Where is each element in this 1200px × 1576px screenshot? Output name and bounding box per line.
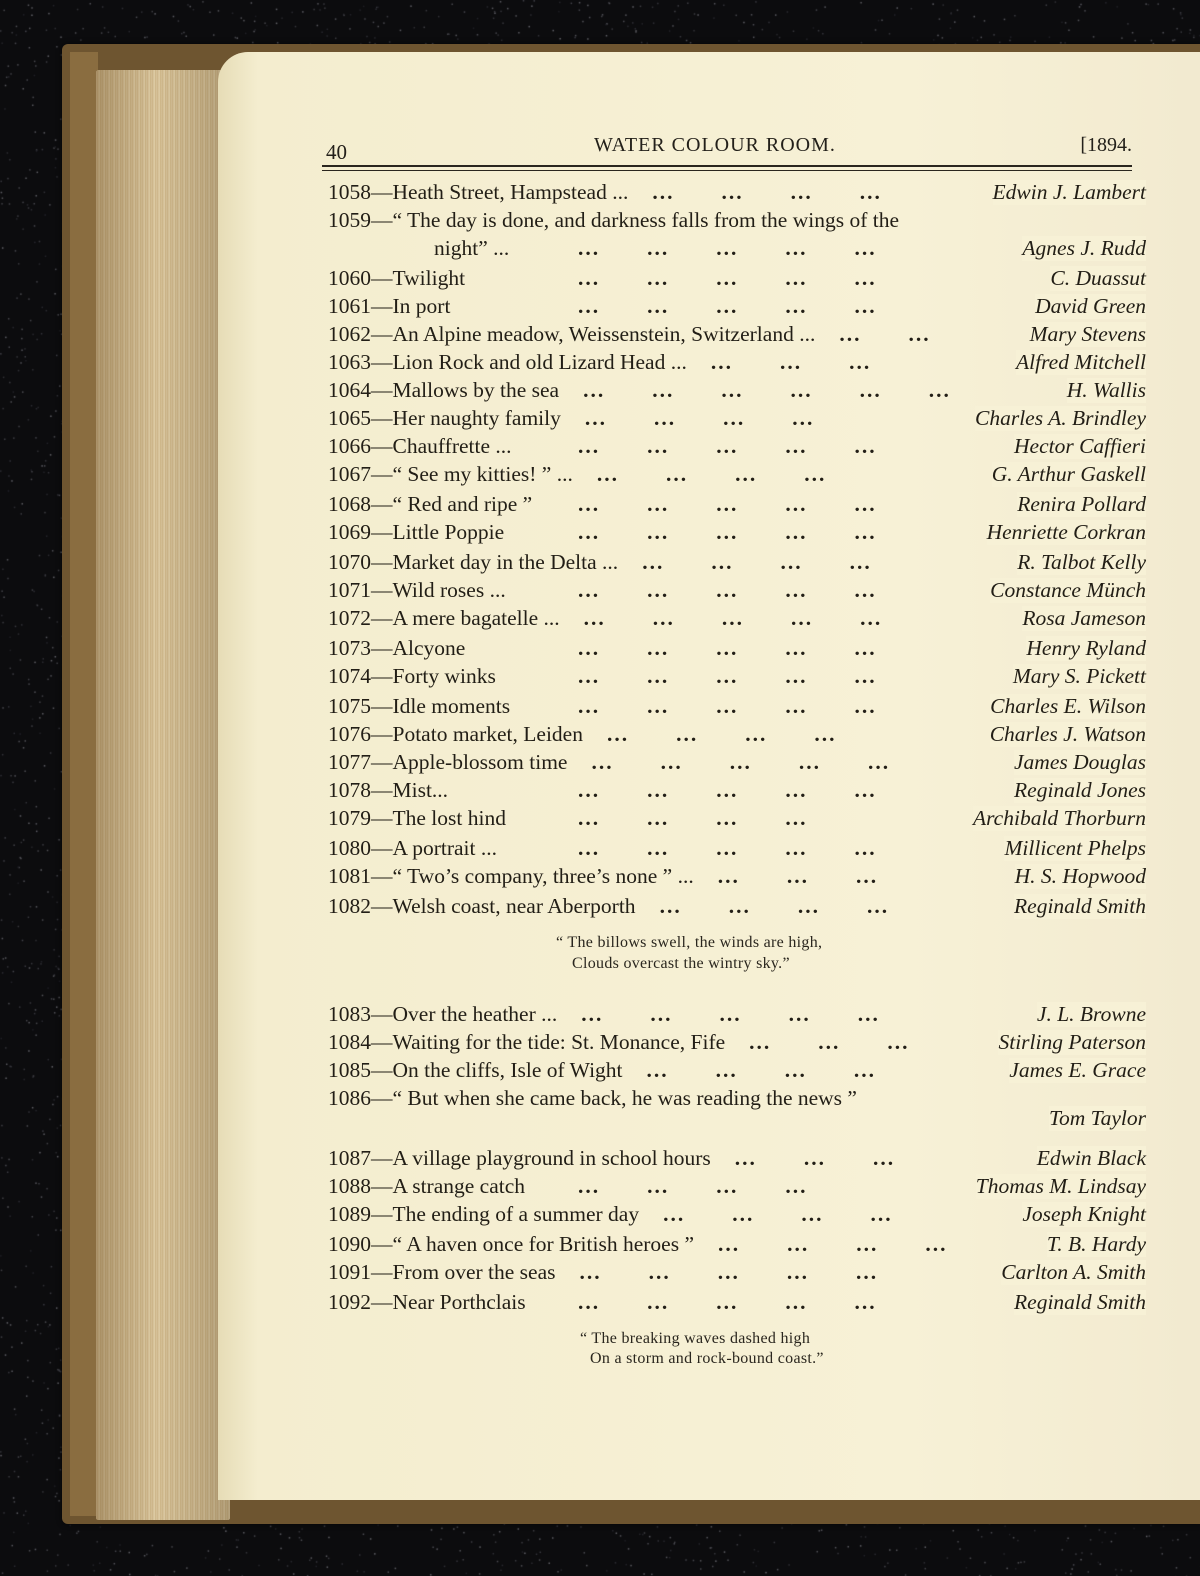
entry-text bbox=[328, 1146, 711, 1170]
entry-dash: — bbox=[371, 722, 393, 746]
dot-leaders: ... ... ... ... bbox=[652, 180, 882, 204]
entry-artist: Rosa Jameson bbox=[1022, 606, 1146, 630]
entry-text bbox=[328, 636, 465, 660]
entry-number: 1072 bbox=[328, 606, 371, 630]
entry-dash: — bbox=[371, 1086, 393, 1110]
entry-artist: Archibald Thorburn bbox=[972, 806, 1146, 830]
catalogue-entry bbox=[328, 894, 1146, 922]
catalogue-entry bbox=[328, 406, 1146, 434]
entry-text bbox=[328, 864, 694, 888]
entry-dash: — bbox=[371, 836, 393, 860]
entry-text bbox=[328, 322, 815, 346]
entry-title: Twilight bbox=[392, 266, 466, 290]
entry-dash: — bbox=[371, 864, 393, 888]
catalogue-entry bbox=[328, 1058, 1146, 1086]
dot-leaders: ... ... ... bbox=[717, 864, 879, 888]
catalogue-entry bbox=[328, 1030, 1146, 1058]
dot-leaders: ... ... ... ... ... bbox=[578, 434, 877, 458]
entry-artist: Henry Ryland bbox=[1026, 636, 1146, 660]
entry-number: 1082 bbox=[328, 894, 371, 918]
page-year: [1894. bbox=[1080, 134, 1132, 156]
entry-title: “ A haven once for British heroes ” bbox=[392, 1232, 695, 1256]
dot-leaders: ... ... ... ... ... bbox=[578, 492, 877, 516]
dot-leaders: ... ... bbox=[839, 322, 931, 346]
entry-text bbox=[328, 180, 628, 204]
entry-dash: — bbox=[371, 406, 393, 430]
entry-dash: — bbox=[371, 636, 393, 660]
dot-leaders: ... ... ... ... bbox=[584, 406, 815, 430]
catalogue-entry bbox=[328, 1202, 1146, 1230]
dot-leaders: ... ... ... ... ... bbox=[578, 266, 877, 290]
dot-leaders: ... ... ... ... bbox=[578, 806, 808, 830]
entry-number: 1086 bbox=[328, 1086, 371, 1110]
entry-title: Wild roses ... bbox=[392, 578, 506, 602]
entry-title: Heath Street, Hampstead ... bbox=[392, 180, 629, 204]
entry-artist: G. Arthur Gaskell bbox=[991, 462, 1146, 486]
entry-artist: Millicent Phelps bbox=[1004, 836, 1146, 860]
catalogue-entry bbox=[328, 350, 1146, 378]
entry-number: 1063 bbox=[328, 350, 371, 374]
entry-title: Mist... bbox=[392, 778, 449, 802]
entry-dash: — bbox=[371, 492, 393, 516]
entry-text bbox=[328, 550, 618, 574]
entry-dash: — bbox=[371, 578, 393, 602]
entry-artist: Reginald Smith bbox=[1014, 1290, 1146, 1314]
entry-artist: T. B. Hardy bbox=[1046, 1232, 1146, 1256]
entry-number: 1087 bbox=[328, 1146, 371, 1170]
catalogue-entry bbox=[328, 778, 1146, 806]
catalogue-entry bbox=[328, 1290, 1146, 1318]
entry-dash: — bbox=[371, 520, 393, 544]
catalogue-entry bbox=[328, 636, 1146, 664]
catalogue-entry bbox=[328, 578, 1146, 606]
entry-dash: — bbox=[371, 806, 393, 830]
entry-artist: James Douglas bbox=[1014, 750, 1146, 774]
entry-text bbox=[328, 1058, 623, 1082]
dot-leaders: ... ... ... ... ... bbox=[578, 294, 877, 318]
entry-title: An Alpine meadow, Weissenstein, Switzerland ... bbox=[392, 322, 816, 346]
catalogue-entry bbox=[328, 864, 1146, 892]
entry-artist: Reginald Jones bbox=[1014, 778, 1146, 802]
entry-artist: H. S. Hopwood bbox=[1014, 864, 1146, 888]
entry-artist: J. L. Browne bbox=[1036, 1002, 1146, 1026]
dot-leaders: ... ... ... ... ... ... bbox=[583, 378, 951, 402]
entry-title: Apple-blossom time bbox=[392, 750, 568, 774]
entry-number: 1062 bbox=[328, 322, 371, 346]
catalogue-entry bbox=[328, 492, 1146, 520]
dot-leaders: ... ... ... ... bbox=[663, 1202, 893, 1226]
catalogue-entry bbox=[328, 1002, 1146, 1030]
entry-dash: — bbox=[371, 550, 393, 574]
entry-artist: C. Duassut bbox=[1050, 266, 1146, 290]
catalogue-entry bbox=[328, 1106, 1146, 1134]
entry-dash: — bbox=[371, 266, 393, 290]
dot-leaders: ... ... ... ... bbox=[578, 1174, 808, 1198]
entry-title: Welsh coast, near Aberporth bbox=[392, 894, 636, 918]
entry-number: 1075 bbox=[328, 694, 371, 718]
entry-dash: — bbox=[371, 694, 393, 718]
catalogue-entry bbox=[328, 722, 1146, 750]
catalogue-entry bbox=[328, 606, 1146, 634]
entry-artist: Alfred Mitchell bbox=[1016, 350, 1146, 374]
entry-artist: Mary S. Pickett bbox=[1012, 664, 1146, 688]
dot-leaders: ... ... ... ... bbox=[606, 722, 837, 746]
entry-text bbox=[328, 406, 561, 430]
entry-number: 1069 bbox=[328, 520, 371, 544]
dot-leaders: ... ... ... bbox=[710, 350, 872, 374]
entry-dash: — bbox=[371, 1030, 393, 1054]
entry-number: 1064 bbox=[328, 378, 371, 402]
entry-artist: Carlton A. Smith bbox=[1001, 1260, 1146, 1284]
entry-artist: Stirling Paterson bbox=[998, 1030, 1146, 1054]
dot-leaders: ... ... ... ... ... bbox=[578, 520, 877, 544]
dot-leaders: ... ... ... ... ... bbox=[578, 236, 877, 260]
entry-title: Near Porthclais bbox=[392, 1290, 526, 1314]
quote-1-line-1: “ The billows swell, the winds are high, bbox=[556, 934, 823, 951]
entry-text bbox=[328, 1174, 525, 1198]
entry-number: 1076 bbox=[328, 722, 371, 746]
entry-text bbox=[328, 664, 496, 688]
entry-number: 1081 bbox=[328, 864, 371, 888]
entry-number: 1068 bbox=[328, 492, 371, 516]
entry-artist: Edwin J. Lambert bbox=[992, 180, 1146, 204]
page-edges bbox=[96, 70, 230, 1520]
entry-text bbox=[328, 462, 573, 486]
entry-title: A strange catch bbox=[392, 1174, 526, 1198]
entry-text bbox=[328, 208, 899, 232]
entry-title: From over the seas bbox=[392, 1260, 556, 1284]
entry-number: 1079 bbox=[328, 806, 371, 830]
entry-title: A portrait ... bbox=[392, 836, 497, 860]
catalogue-entry bbox=[328, 520, 1146, 548]
entry-dash: — bbox=[371, 894, 393, 918]
entry-title: “ Two’s company, three’s none ” ... bbox=[392, 864, 694, 888]
book-cover-edge bbox=[70, 52, 98, 1516]
entry-number: 1058 bbox=[328, 180, 371, 204]
entry-dash: — bbox=[371, 750, 393, 774]
quote-1-line-2: Clouds overcast the wintry sky.” bbox=[572, 955, 790, 972]
entry-number: 1074 bbox=[328, 664, 371, 688]
catalogue-entry bbox=[328, 322, 1146, 350]
entry-number: 1067 bbox=[328, 462, 371, 486]
entry-dash: — bbox=[371, 208, 393, 232]
entry-title: Little Poppie bbox=[392, 520, 505, 544]
entry-text bbox=[328, 894, 636, 918]
entry-text bbox=[328, 236, 509, 260]
dot-leaders: ... ... ... ... bbox=[596, 462, 827, 486]
entry-title: Market day in the Delta ... bbox=[392, 550, 619, 574]
entry-dash: — bbox=[371, 1232, 393, 1256]
entry-artist: Charles E. Wilson bbox=[990, 694, 1146, 718]
entry-artist: Renira Pollard bbox=[1017, 492, 1146, 516]
entry-title: A mere bagatelle ... bbox=[392, 606, 560, 630]
entry-dash: — bbox=[371, 350, 393, 374]
entry-title: “ But when she came back, he was reading the news ” bbox=[392, 1086, 857, 1110]
page-title: WATER COLOUR ROOM. bbox=[594, 134, 836, 156]
entry-dash: — bbox=[371, 378, 393, 402]
entry-number: 1066 bbox=[328, 434, 371, 458]
dot-leaders: ... ... ... ... bbox=[718, 1232, 948, 1256]
entry-text bbox=[328, 1202, 639, 1226]
catalogue-entry bbox=[328, 550, 1146, 578]
entry-text bbox=[328, 266, 465, 290]
entry-title: The lost hind bbox=[392, 806, 506, 830]
entry-text bbox=[328, 1232, 694, 1256]
entry-text bbox=[328, 836, 497, 860]
entry-dash: — bbox=[371, 778, 393, 802]
catalogue-entry bbox=[328, 750, 1146, 778]
entry-text bbox=[328, 1002, 557, 1026]
dot-leaders: ... ... ... ... ... bbox=[578, 694, 877, 718]
entry-number: 1084 bbox=[328, 1030, 371, 1054]
entry-artist: Agnes J. Rudd bbox=[1022, 236, 1146, 260]
entry-number: 1088 bbox=[328, 1174, 371, 1198]
entry-text bbox=[328, 1260, 556, 1284]
entry-number: 1092 bbox=[328, 1290, 371, 1314]
catalogue-entry bbox=[328, 836, 1146, 864]
entry-number: 1061 bbox=[328, 294, 371, 318]
entry-title: Waiting for the tide: St. Monance, Fife bbox=[392, 1030, 726, 1054]
catalogue-entry bbox=[328, 266, 1146, 294]
entry-artist: Constance Münch bbox=[990, 578, 1146, 602]
entry-artist: Charles A. Brindley bbox=[975, 406, 1146, 430]
entry-dash: — bbox=[371, 1290, 393, 1314]
quote-2-line-2: On a storm and rock-bound coast.” bbox=[590, 1350, 824, 1367]
catalogue-entry bbox=[328, 1260, 1146, 1288]
entry-title: The ending of a summer day bbox=[392, 1202, 640, 1226]
entry-title: In port bbox=[392, 294, 451, 318]
catalogue-entry bbox=[328, 378, 1146, 406]
entry-number: 1071 bbox=[328, 578, 371, 602]
catalogue-entry bbox=[328, 180, 1146, 208]
entry-title: Her naughty family bbox=[392, 406, 561, 430]
dot-leaders: ... ... ... ... ... bbox=[578, 578, 877, 602]
entry-number: 1080 bbox=[328, 836, 371, 860]
entry-title: Idle moments bbox=[392, 694, 511, 718]
entry-dash: — bbox=[371, 1174, 393, 1198]
dot-leaders: ... ... ... ... ... bbox=[578, 664, 877, 688]
entry-text bbox=[328, 350, 687, 374]
entry-title: “ The day is done, and darkness falls from the wings of the bbox=[392, 208, 900, 232]
entry-number: 1090 bbox=[328, 1232, 371, 1256]
entry-text bbox=[328, 434, 512, 458]
catalogue-entry bbox=[328, 208, 1146, 236]
entry-text bbox=[328, 1290, 526, 1314]
entry-number: 1060 bbox=[328, 266, 371, 290]
dot-leaders: ... ... ... bbox=[734, 1146, 896, 1170]
entry-dash: — bbox=[371, 462, 393, 486]
dot-leaders: ... ... ... ... bbox=[642, 550, 872, 574]
entry-text bbox=[328, 1030, 725, 1054]
catalogue-entry bbox=[328, 806, 1146, 834]
dot-leaders: ... ... ... ... ... bbox=[578, 1290, 877, 1314]
dot-leaders: ... ... ... ... ... bbox=[581, 1002, 880, 1026]
entry-artist: Thomas M. Lindsay bbox=[975, 1174, 1146, 1198]
entry-title: Lion Rock and old Lizard Head ... bbox=[392, 350, 687, 374]
running-head bbox=[322, 134, 1134, 174]
catalogue-entry bbox=[328, 1174, 1146, 1202]
entry-dash: — bbox=[371, 322, 393, 346]
entry-number: 1085 bbox=[328, 1058, 371, 1082]
entry-artist: Hector Caffieri bbox=[1014, 434, 1146, 458]
entry-title: Chauffrette ... bbox=[392, 434, 512, 458]
catalogue-entry bbox=[328, 1232, 1146, 1260]
entry-text bbox=[328, 778, 448, 802]
catalogue-entry bbox=[328, 294, 1146, 322]
entry-dash: — bbox=[371, 1202, 393, 1226]
entry-title: “ See my kitties! ” ... bbox=[392, 462, 573, 486]
entry-artist: H. Wallis bbox=[1066, 378, 1146, 402]
entry-artist: R. Talbot Kelly bbox=[1017, 550, 1146, 574]
entry-dash: — bbox=[371, 1002, 393, 1026]
entry-number: 1073 bbox=[328, 636, 371, 660]
entry-number: 1083 bbox=[328, 1002, 371, 1026]
dot-leaders: ... ... ... ... ... bbox=[578, 778, 877, 802]
dot-leaders: ... ... ... ... ... bbox=[578, 836, 877, 860]
entry-number: 1070 bbox=[328, 550, 371, 574]
entry-number: 1078 bbox=[328, 778, 371, 802]
entry-dash: — bbox=[371, 606, 393, 630]
entry-title: Alcyone bbox=[392, 636, 466, 660]
quote-2-line-1: “ The breaking waves dashed high bbox=[580, 1330, 811, 1347]
catalogue-entry bbox=[328, 434, 1146, 462]
entry-artist: Tom Taylor bbox=[1048, 1106, 1146, 1130]
entry-dash: — bbox=[371, 1146, 393, 1170]
catalogue-entry bbox=[328, 1146, 1146, 1174]
entry-text bbox=[328, 606, 560, 630]
entry-number: 1089 bbox=[328, 1202, 371, 1226]
entry-text bbox=[328, 694, 510, 718]
entry-number: 1065 bbox=[328, 406, 371, 430]
dot-leaders: ... ... ... ... ... bbox=[578, 636, 877, 660]
dot-leaders: ... ... ... ... bbox=[646, 1058, 877, 1082]
entry-text bbox=[328, 492, 532, 516]
catalogue-entry bbox=[328, 236, 1146, 264]
entry-title: Mallows by the sea bbox=[392, 378, 560, 402]
entry-text bbox=[328, 722, 583, 746]
entry-number: 1091 bbox=[328, 1260, 371, 1284]
entry-dash: — bbox=[371, 664, 393, 688]
dot-leaders: ... ... ... ... bbox=[659, 894, 890, 918]
dot-leaders: ... ... ... bbox=[749, 1030, 910, 1054]
catalogue-entry bbox=[328, 462, 1146, 490]
entry-title: “ Red and ripe ” bbox=[392, 492, 533, 516]
entry-artist: David Green bbox=[1035, 294, 1146, 318]
entry-dash: — bbox=[371, 1260, 393, 1284]
catalogue-entry bbox=[328, 694, 1146, 722]
entry-artist: Charles J. Watson bbox=[989, 722, 1146, 746]
entry-title: A village playground in school hours bbox=[392, 1146, 711, 1170]
entry-title: Potato market, Leiden bbox=[392, 722, 583, 746]
header-rule-thick bbox=[322, 165, 1132, 167]
catalogue-entry bbox=[328, 664, 1146, 692]
dot-leaders: ... ... ... ... ... bbox=[591, 750, 891, 774]
dot-leaders: ... ... ... ... ... bbox=[579, 1260, 879, 1284]
entry-number: 1077 bbox=[328, 750, 371, 774]
entry-title: Over the heather ... bbox=[392, 1002, 558, 1026]
entry-dash: — bbox=[371, 1058, 393, 1082]
entry-artist: Joseph Knight bbox=[1022, 1202, 1146, 1226]
entry-title: night” ... bbox=[434, 236, 510, 260]
entry-text bbox=[328, 520, 504, 544]
entry-text bbox=[328, 578, 506, 602]
entry-artist: Henriette Corkran bbox=[986, 520, 1146, 544]
entry-artist: Reginald Smith bbox=[1014, 894, 1146, 918]
entry-artist: Edwin Black bbox=[1036, 1146, 1146, 1170]
page-number: 40 bbox=[326, 140, 347, 164]
entry-text bbox=[328, 294, 450, 318]
dot-leaders: ... ... ... ... ... bbox=[583, 606, 883, 630]
entry-title: On the cliffs, Isle of Wight bbox=[392, 1058, 623, 1082]
entry-dash: — bbox=[371, 434, 393, 458]
entry-artist: Mary Stevens bbox=[1029, 322, 1146, 346]
entry-dash: — bbox=[371, 294, 393, 318]
entry-text bbox=[328, 378, 559, 402]
header-rule-thin bbox=[322, 170, 1132, 171]
entry-dash: — bbox=[371, 180, 393, 204]
entry-text bbox=[328, 806, 506, 830]
entry-text bbox=[328, 750, 567, 774]
entry-number: 1059 bbox=[328, 208, 371, 232]
entry-artist: James E. Grace bbox=[1009, 1058, 1146, 1082]
entry-title: Forty winks bbox=[392, 664, 496, 688]
